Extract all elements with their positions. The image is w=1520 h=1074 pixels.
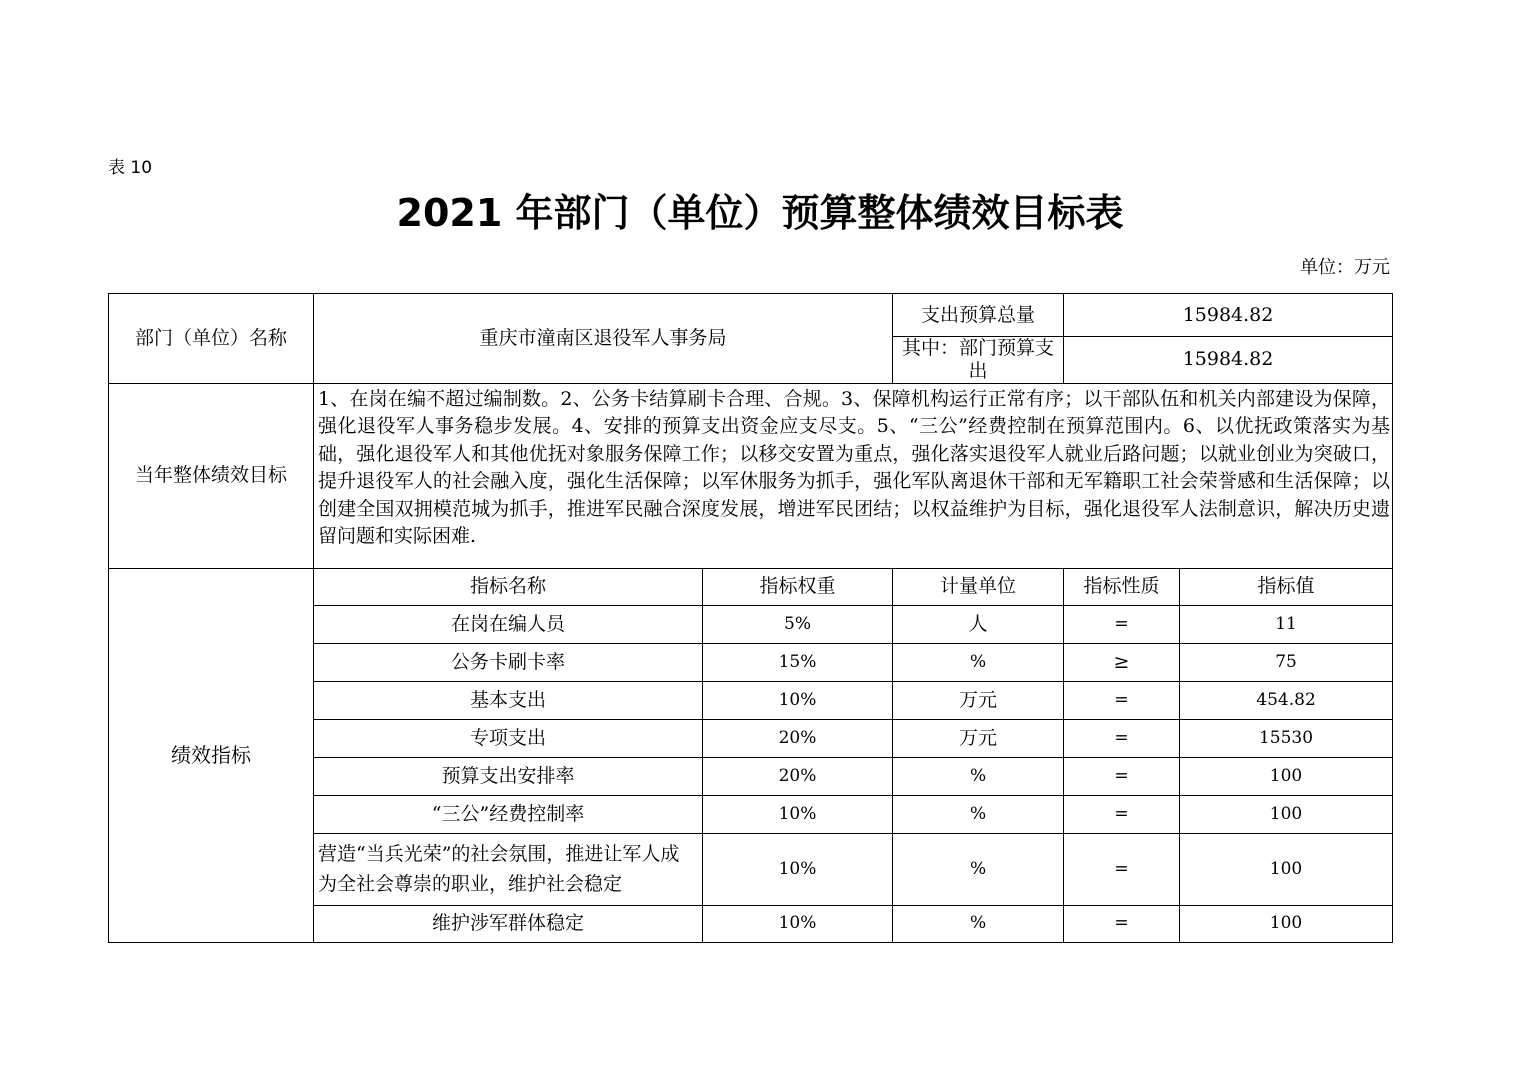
- indicator-nature: =: [1064, 833, 1180, 905]
- indicator-nature: =: [1064, 719, 1180, 757]
- document-title: 2021 年部门（单位）预算整体绩效目标表: [396, 191, 1124, 235]
- indicator-weight: 15%: [703, 643, 893, 681]
- indicator-header-row: [109, 568, 1393, 605]
- indicator-unit: 万元: [893, 681, 1064, 719]
- total-budget-value: 15984.82: [1064, 294, 1393, 337]
- indicator-weight: 10%: [703, 795, 893, 833]
- indicator-unit: 万元: [893, 719, 1064, 757]
- dept-name-label: 部门（单位）名称: [109, 294, 314, 384]
- indicator-name: “三公”经费控制率: [314, 795, 703, 833]
- unit-note: 单位：万元: [1300, 257, 1390, 278]
- indicator-name: 公务卡刷卡率: [314, 643, 703, 681]
- indicator-unit: 人: [893, 605, 1064, 643]
- indicator-weight: 10%: [703, 681, 893, 719]
- indicator-weight: 10%: [703, 905, 893, 942]
- indicator-weight: 5%: [703, 605, 893, 643]
- dept-row-1: [109, 294, 1393, 337]
- header-indicator-value: 指标值: [1180, 568, 1393, 605]
- total-budget-label: 支出预算总量: [893, 294, 1064, 337]
- indicator-nature: =: [1064, 905, 1180, 942]
- indicator-nature: =: [1064, 757, 1180, 795]
- indicator-nature: ≥: [1064, 643, 1180, 681]
- indicator-nature: =: [1064, 605, 1180, 643]
- indicator-unit: %: [893, 757, 1064, 795]
- indicator-nature: =: [1064, 795, 1180, 833]
- table-number: 表 10: [108, 158, 153, 178]
- indicator-unit: %: [893, 795, 1064, 833]
- performance-target-table: [108, 293, 1393, 943]
- indicator-value: 11: [1180, 605, 1393, 643]
- goal-label: 当年整体绩效目标: [109, 383, 314, 568]
- indicator-section-label: 绩效指标: [109, 568, 314, 942]
- indicator-nature: =: [1064, 681, 1180, 719]
- indicator-name: 在岗在编人员: [314, 605, 703, 643]
- goal-text: 1、在岗在编不超过编制数。2、公务卡结算刷卡合理、合规。3、保障机构运行正常有序；以干部队伍和机关内部建设为保障，强化退役军人事务稳步发展。4、安排的预算支出资金应支尽支。5、“三公”经费控制在预算范围内。6、以优抚政策落实为基础，强化退役军人和其他优抚对象服务保障工作；以移交安置为重点，强化落实退役军人就业后路问题；以就业创业为突破口，提升退役军人的社会融入度，强化生活保障；以军休服务为抓手，强化军队离退休干部和无军籍职工社会荣誉感和生活保障；以创建全国双拥模范城为抓手，推进军民融合深度发展，增进军民团结；以权益维护为目标，强化退役军人法制意识，解决历史遗留问题和实际困难.: [314, 383, 1393, 568]
- indicator-unit: %: [893, 833, 1064, 905]
- indicator-unit: %: [893, 905, 1064, 942]
- indicator-value: 75: [1180, 643, 1393, 681]
- indicator-name: 预算支出安排率: [314, 757, 703, 795]
- indicator-weight: 10%: [703, 833, 893, 905]
- goal-row: [109, 383, 1393, 568]
- indicator-value: 100: [1180, 905, 1393, 942]
- indicator-value: 454.82: [1180, 681, 1393, 719]
- indicator-name: 维护涉军群体稳定: [314, 905, 703, 942]
- indicator-value: 100: [1180, 833, 1393, 905]
- header-indicator-nature: 指标性质: [1064, 568, 1180, 605]
- indicator-value: 15530: [1180, 719, 1393, 757]
- header-indicator-weight: 指标权重: [703, 568, 893, 605]
- dept-name-value: 重庆市潼南区退役军人事务局: [314, 294, 893, 384]
- indicator-name: 专项支出: [314, 719, 703, 757]
- dept-budget-label: 其中：部门预算支出: [893, 337, 1064, 384]
- indicator-name: 营造“当兵光荣”的社会氛围，推进让军人成为全社会尊崇的职业，维护社会稳定: [314, 833, 703, 905]
- indicator-unit: %: [893, 643, 1064, 681]
- dept-budget-value: 15984.82: [1064, 337, 1393, 384]
- indicator-value: 100: [1180, 757, 1393, 795]
- indicator-name: 基本支出: [314, 681, 703, 719]
- indicator-value: 100: [1180, 795, 1393, 833]
- indicator-weight: 20%: [703, 719, 893, 757]
- header-measure-unit: 计量单位: [893, 568, 1064, 605]
- indicator-weight: 20%: [703, 757, 893, 795]
- header-indicator-name: 指标名称: [314, 568, 703, 605]
